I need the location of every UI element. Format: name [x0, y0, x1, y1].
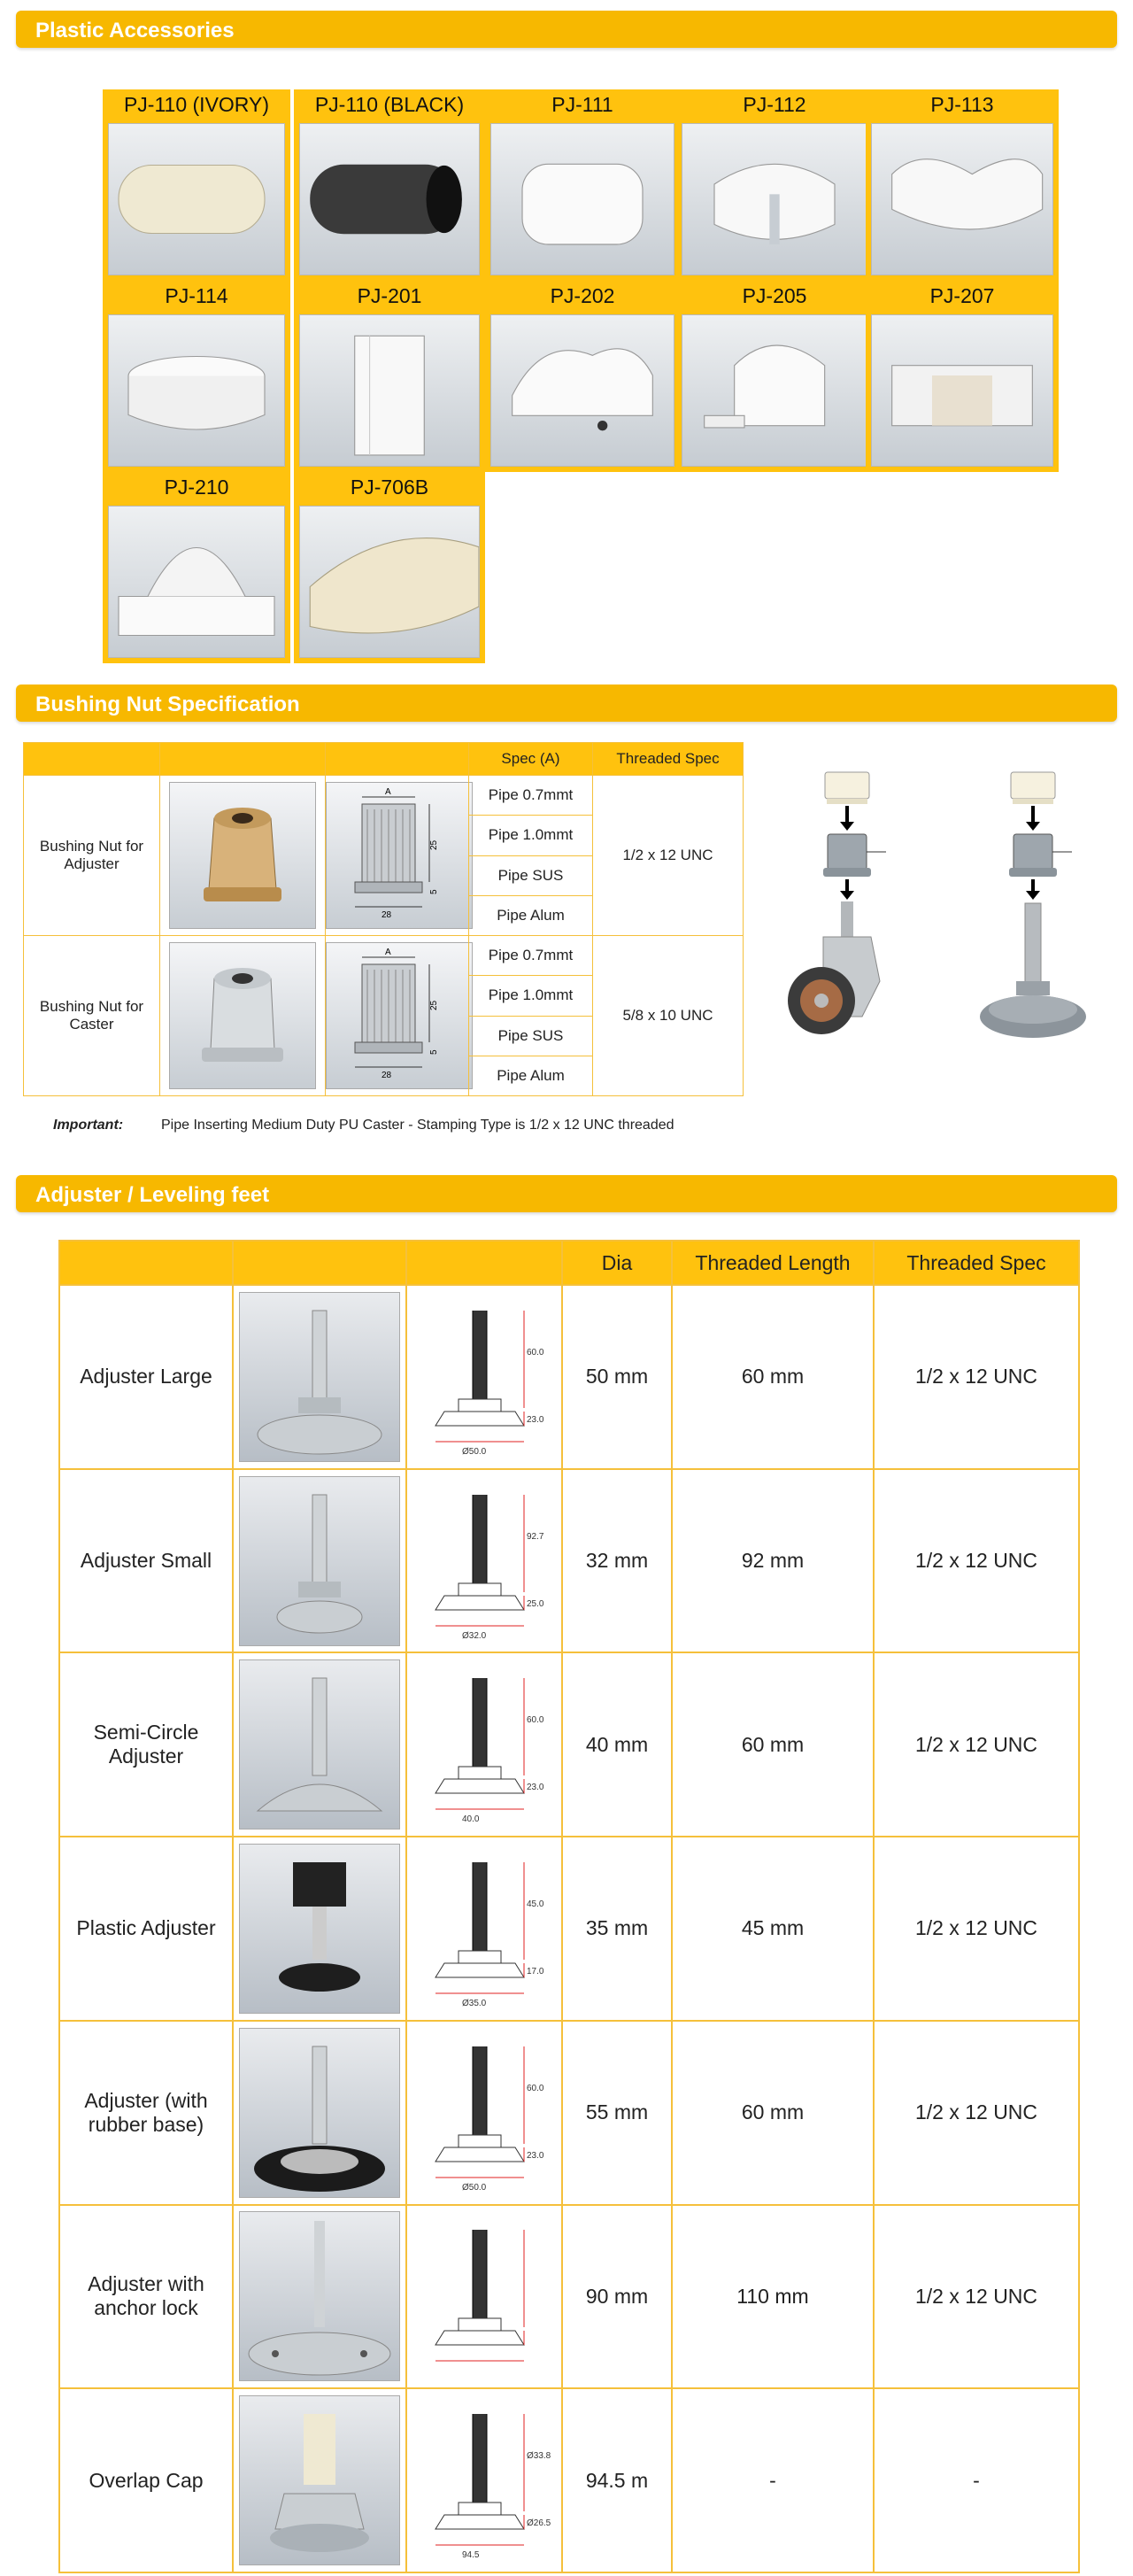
spec-a-value: Pipe Alum	[469, 1056, 593, 1095]
pipe-end-cap-ivory-icon	[108, 123, 285, 275]
bushing-photo-cell	[160, 776, 326, 936]
bushing-drawing-icon	[326, 942, 473, 1089]
spec-a-value: Pipe Alum	[469, 895, 593, 935]
accessory-cell	[866, 89, 1059, 281]
accessory-cell	[294, 472, 485, 663]
accessory-cell	[103, 89, 290, 281]
column-header-threaded-spec: Threaded Spec	[593, 743, 744, 776]
svg-text:Ø50.0: Ø50.0	[462, 2182, 487, 2193]
adjuster-name: Overlap Cap	[59, 2388, 233, 2572]
mount-bracket-icon	[108, 506, 285, 658]
svg-text:5: 5	[429, 889, 439, 894]
table-row	[59, 2205, 1079, 2389]
svg-text:28: 28	[382, 1071, 392, 1080]
bushing-drawing-cell	[326, 776, 469, 936]
table-header-row	[59, 1241, 1079, 1285]
bushing-nut-steel-icon	[169, 942, 316, 1089]
half-sleeve-icon	[299, 314, 480, 467]
adjuster-small-icon	[239, 1476, 400, 1646]
important-label: Important:	[53, 1118, 124, 1133]
threaded-spec-value: 1/2 x 12 UNC	[874, 1285, 1079, 1469]
accessory-code: PJ-113	[930, 93, 994, 116]
threaded-length-value: 60 mm	[672, 1652, 874, 1837]
svg-text:25: 25	[429, 839, 439, 850]
pipe-end-cap-black-icon	[299, 123, 480, 275]
caster-assembly-icon	[788, 772, 886, 1034]
table-row	[24, 776, 744, 816]
threaded-length-value: 45 mm	[672, 1837, 874, 2021]
column-header-spec-a: Spec (A)	[469, 743, 593, 776]
adjuster-drawing-cell	[406, 1652, 562, 1837]
adjuster-drawing-cell	[406, 2205, 562, 2389]
adjuster-spec-table	[58, 1240, 1080, 2573]
anchor-lock-adjuster-icon	[239, 2211, 400, 2381]
svg-text:Ø35.0: Ø35.0	[462, 1998, 487, 2008]
adjuster-photo-cell	[233, 1285, 406, 1469]
svg-text:92.7: 92.7	[527, 1531, 544, 1542]
svg-text:23.0: 23.0	[527, 1783, 544, 1793]
table-row	[59, 1652, 1079, 1837]
column-header	[233, 1241, 406, 1285]
column-header	[406, 1241, 562, 1285]
accessory-code: PJ-110 (BLACK)	[314, 93, 465, 116]
spec-a-value: Pipe 0.7mmt	[469, 776, 593, 816]
adjuster-photo-cell	[233, 2388, 406, 2572]
leveler-assembly-icon	[980, 772, 1086, 1038]
column-header-threaded-spec: Threaded Spec	[874, 1241, 1079, 1285]
table-row	[59, 1469, 1079, 1653]
adjuster-name: Adjuster (with rubber base)	[59, 2021, 233, 2205]
technical-drawing-icon	[409, 1477, 559, 1645]
threaded-spec-value: 1/2 x 12 UNC	[874, 2205, 1079, 2389]
spec-a-value: Pipe 1.0mmt	[469, 816, 593, 855]
adjuster-name: Adjuster with anchor lock	[59, 2205, 233, 2389]
bushing-drawing-icon	[326, 782, 473, 929]
technical-drawing-icon	[409, 2396, 559, 2564]
table-row	[59, 1837, 1079, 2021]
svg-text:23.0: 23.0	[527, 1414, 544, 1425]
bushing-drawing-cell	[326, 936, 469, 1096]
threaded-spec-value: 1/2 x 12 UNC	[593, 776, 744, 936]
spec-a-value: Pipe SUS	[469, 1016, 593, 1056]
square-clip-icon	[871, 314, 1053, 467]
adjuster-name: Adjuster Large	[59, 1285, 233, 1469]
plastic-adjuster-icon	[239, 1844, 400, 2014]
adjuster-name: Plastic Adjuster	[59, 1837, 233, 2021]
adjuster-name: Semi-Circle Adjuster	[59, 1652, 233, 1837]
accessory-cell	[103, 281, 290, 472]
bushing-photo-cell	[160, 936, 326, 1096]
svg-text:60.0: 60.0	[527, 1347, 544, 1358]
technical-drawing-icon	[409, 1660, 559, 1829]
accessory-cell	[294, 89, 485, 281]
adjuster-drawing-cell	[406, 1469, 562, 1653]
adjuster-name: Adjuster Small	[59, 1469, 233, 1653]
bushing-nut-brass-icon	[169, 782, 316, 929]
section-title: Adjuster / Leveling feet	[35, 1183, 270, 1207]
section-title: Bushing Nut Specification	[35, 692, 300, 716]
threaded-length-value: 110 mm	[672, 2205, 874, 2389]
adjuster-drawing-cell	[406, 2021, 562, 2205]
overlap-cap-icon	[239, 2395, 400, 2565]
accessory-code: PJ-706B	[350, 476, 429, 499]
section-banner-bushing-nut	[16, 685, 1117, 722]
threaded-spec-value: 1/2 x 12 UNC	[874, 1469, 1079, 1653]
table-header-row	[24, 743, 744, 776]
rubber-base-adjuster-icon	[239, 2028, 400, 2198]
accessory-cell	[485, 89, 680, 281]
threaded-length-value: 92 mm	[672, 1469, 874, 1653]
column-header	[160, 743, 326, 776]
column-header	[326, 743, 469, 776]
svg-text:A: A	[385, 787, 391, 797]
dia-value: 90 mm	[562, 2205, 672, 2389]
accessory-cell	[294, 281, 485, 472]
svg-text:Ø50.0: Ø50.0	[462, 1446, 487, 1457]
svg-text:94.5: 94.5	[462, 2550, 480, 2561]
svg-text:25.0: 25.0	[527, 1598, 544, 1609]
section-banner-plastic-accessories	[16, 11, 1117, 48]
threaded-length-value: 60 mm	[672, 2021, 874, 2205]
peg-clip-icon	[682, 314, 867, 467]
adjuster-photo-cell	[233, 2205, 406, 2389]
threaded-length-value: 60 mm	[672, 1285, 874, 1469]
adjuster-drawing-cell	[406, 1285, 562, 1469]
column-header-threaded-length: Threaded Length	[672, 1241, 874, 1285]
bushing-spec-table	[23, 742, 744, 1096]
svg-text:45.0: 45.0	[527, 1899, 544, 1909]
svg-text:60.0: 60.0	[527, 1715, 544, 1726]
spec-a-value: Pipe 1.0mmt	[469, 976, 593, 1016]
saddle-clip-icon	[490, 314, 674, 467]
dia-value: 55 mm	[562, 2021, 672, 2205]
adjuster-photo-cell	[233, 1652, 406, 1837]
svg-text:23.0: 23.0	[527, 2150, 544, 2161]
adjuster-photo-cell	[233, 1837, 406, 2021]
adjuster-drawing-cell	[406, 1837, 562, 2021]
accessory-code: PJ-210	[164, 476, 229, 499]
accessory-cell	[103, 472, 290, 663]
section-banner-adjuster	[16, 1175, 1117, 1212]
section-title: Plastic Accessories	[35, 19, 235, 43]
spec-a-value: Pipe 0.7mmt	[469, 936, 593, 976]
table-row	[59, 2021, 1079, 2205]
svg-text:Ø33.8: Ø33.8	[527, 2451, 551, 2462]
accessory-code: PJ-202	[550, 284, 615, 307]
table-row	[59, 1285, 1079, 1469]
accessory-cell	[676, 89, 873, 281]
accessory-cell	[866, 281, 1059, 472]
threaded-spec-value: 1/2 x 12 UNC	[874, 1837, 1079, 2021]
semi-circle-adjuster-icon	[239, 1659, 400, 1830]
accessory-cell	[485, 281, 680, 472]
accessory-code: PJ-114	[165, 284, 228, 307]
dia-value: 35 mm	[562, 1837, 672, 2021]
threaded-spec-value: 1/2 x 12 UNC	[874, 1652, 1079, 1837]
table-row	[24, 936, 744, 976]
svg-text:Ø26.5: Ø26.5	[527, 2518, 551, 2529]
column-header	[24, 743, 160, 776]
accessory-code: PJ-205	[742, 284, 807, 307]
technical-drawing-icon	[409, 1845, 559, 2013]
column-header	[59, 1241, 233, 1285]
adjuster-drawing-cell	[406, 2388, 562, 2572]
ring-icon	[108, 314, 285, 467]
svg-text:5: 5	[429, 1049, 439, 1055]
adjuster-photo-cell	[233, 2021, 406, 2205]
svg-text:17.0: 17.0	[527, 1966, 544, 1976]
svg-text:60.0: 60.0	[527, 2083, 544, 2093]
accessory-cell	[676, 281, 873, 472]
accessory-code: PJ-112	[743, 93, 806, 116]
svg-text:25: 25	[429, 1000, 439, 1010]
svg-text:Ø32.0: Ø32.0	[462, 1630, 487, 1641]
accessory-code: PJ-110 (IVORY)	[123, 93, 270, 116]
accessory-code: PJ-207	[929, 284, 995, 307]
accessory-code: PJ-201	[357, 284, 422, 307]
technical-drawing-icon	[409, 2212, 559, 2380]
important-note: Pipe Inserting Medium Duty PU Caster - Stamping Type is 1/2 x 12 UNC threaded	[161, 1118, 674, 1133]
adjuster-large-icon	[239, 1292, 400, 1462]
svg-text:A: A	[385, 948, 391, 957]
bushing-name: Bushing Nut for Adjuster	[24, 776, 160, 936]
dia-value: 40 mm	[562, 1652, 672, 1837]
dia-value: 94.5 m	[562, 2388, 672, 2572]
flat-clip-icon	[299, 506, 480, 658]
technical-drawing-icon	[409, 1293, 559, 1461]
spec-a-value: Pipe SUS	[469, 855, 593, 895]
technical-drawing-icon	[409, 2029, 559, 2197]
split-clip-icon	[682, 123, 867, 275]
accessory-code: PJ-111	[551, 93, 613, 116]
svg-text:28: 28	[382, 910, 392, 920]
threaded-spec-value: -	[874, 2388, 1079, 2572]
table-row	[59, 2388, 1079, 2572]
cap-icon	[490, 123, 674, 275]
adjuster-photo-cell	[233, 1469, 406, 1653]
column-header-dia: Dia	[562, 1241, 672, 1285]
dia-value: 32 mm	[562, 1469, 672, 1653]
hook-clip-icon	[871, 123, 1053, 275]
threaded-spec-value: 5/8 x 10 UNC	[593, 936, 744, 1096]
bushing-name: Bushing Nut for Caster	[24, 936, 160, 1096]
svg-text:40.0: 40.0	[462, 1814, 480, 1825]
threaded-length-value: -	[672, 2388, 874, 2572]
dia-value: 50 mm	[562, 1285, 672, 1469]
assembly-illustration	[770, 769, 1115, 1087]
threaded-spec-value: 1/2 x 12 UNC	[874, 2021, 1079, 2205]
